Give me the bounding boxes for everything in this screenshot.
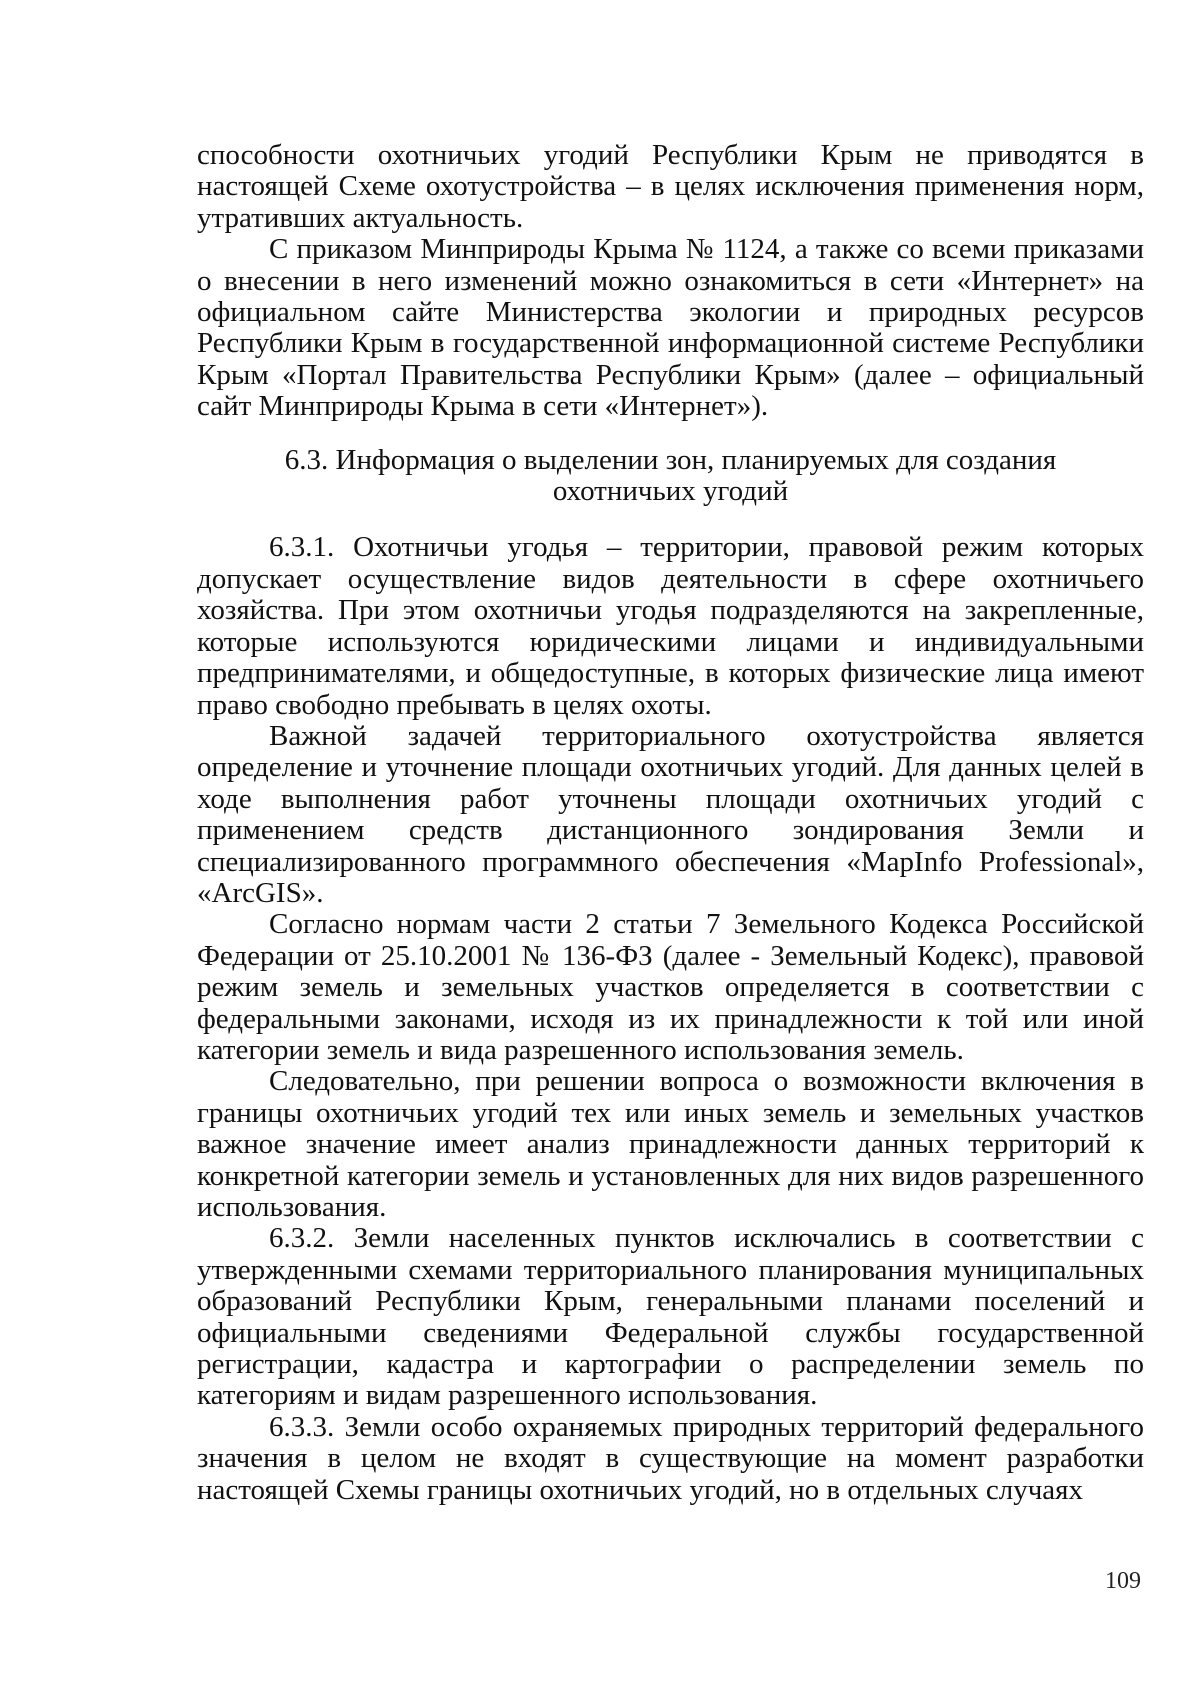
paragraph-order-reference: С приказом Минприроды Крыма № 1124, а также со всеми приказами о внесении в него изменений можно ознакомиться в сети «Интернет» на официальном сайте Министерства экологии и природных ресурсов Республики Крым в государственной информационной системе Республики Крым «Портал Правительства Республики Крым» (далее – официальный сайт Минприроды Крыма в сети «Интернет»). <box>197 233 1144 423</box>
paragraph-continuation: способности охотничьих угодий Республики Крым не приводятся в настоящей Схеме охотустройства – в целях исключения применения норм, утративших актуальность. <box>197 139 1144 234</box>
paragraph-6-3-3: 6.3.3. Земли особо охраняемых природных территорий федерального значения в целом не входят в существующие на момент разработки настоящей Схемы границы охотничьих угодий, но в отдельных случаях <box>197 1410 1144 1506</box>
paragraph-6-3-1: 6.3.1. Охотничьи угодья – территории, правовой режим которых допускает осуществление видов деятельности в сфере охотничьего хозяйства. При этом охотничьи угодья подразделяются на закрепленные, которые используются юридическими лицами и индивидуальными предпринимателями, и общедоступные, в которых физические лица имеют право свободно пребывать в целях охоты. <box>197 531 1144 721</box>
paragraph-land-code: Согласно нормам части 2 статьи 7 Земельного Кодекса Российской Федерации от 25.10.2001 № 136-ФЗ (далее - Земельный Кодекс), правовой режим земель и земельных участков определяется в соответствии с федеральными законами, исходя из их принадлежности к той или иной категории земель и вида разрешенного использования земель. <box>197 908 1144 1066</box>
section-heading-line-2: охотничьих угодий <box>552 475 789 508</box>
paragraph-area-clarification: Важной задачей территориального охотустройства является определение и уточнение площади охотничьих угодий. Для данных целей в ходе выполнения работ уточнены площади охотничьих угодий с применением средств дистанционного зондирования Земли и специализированного программного обеспечения «MapInfo Professional», «ArcGIS». <box>197 719 1144 909</box>
paragraph-6-3-2: 6.3.2. Земли населенных пунктов исключались в соответствии с утвержденными схемами территориального планирования муниципальных образований Республики Крым, генеральными планами поселений и официальными сведениями Федеральной службы государственной регистрации, кадастра и картографии о распределении земель по категориям и видам разрешенного использования. <box>197 1222 1144 1412</box>
section-heading <box>197 445 1144 508</box>
page-number: 109 <box>1105 1568 1141 1594</box>
paragraph-consequently: Следовательно, при решении вопроса о возможности включения в границы охотничьих угодий тех или иных земель и земельных участков важное значение имеет анализ принадлежности данных территорий к конкретной категории земель и установленных для них видов разрешенного использования. <box>197 1065 1144 1223</box>
document-page <box>197 140 1144 1506</box>
section-heading-line-1: 6.3. Информация о выделении зон, планируемых для создания <box>284 443 1057 476</box>
